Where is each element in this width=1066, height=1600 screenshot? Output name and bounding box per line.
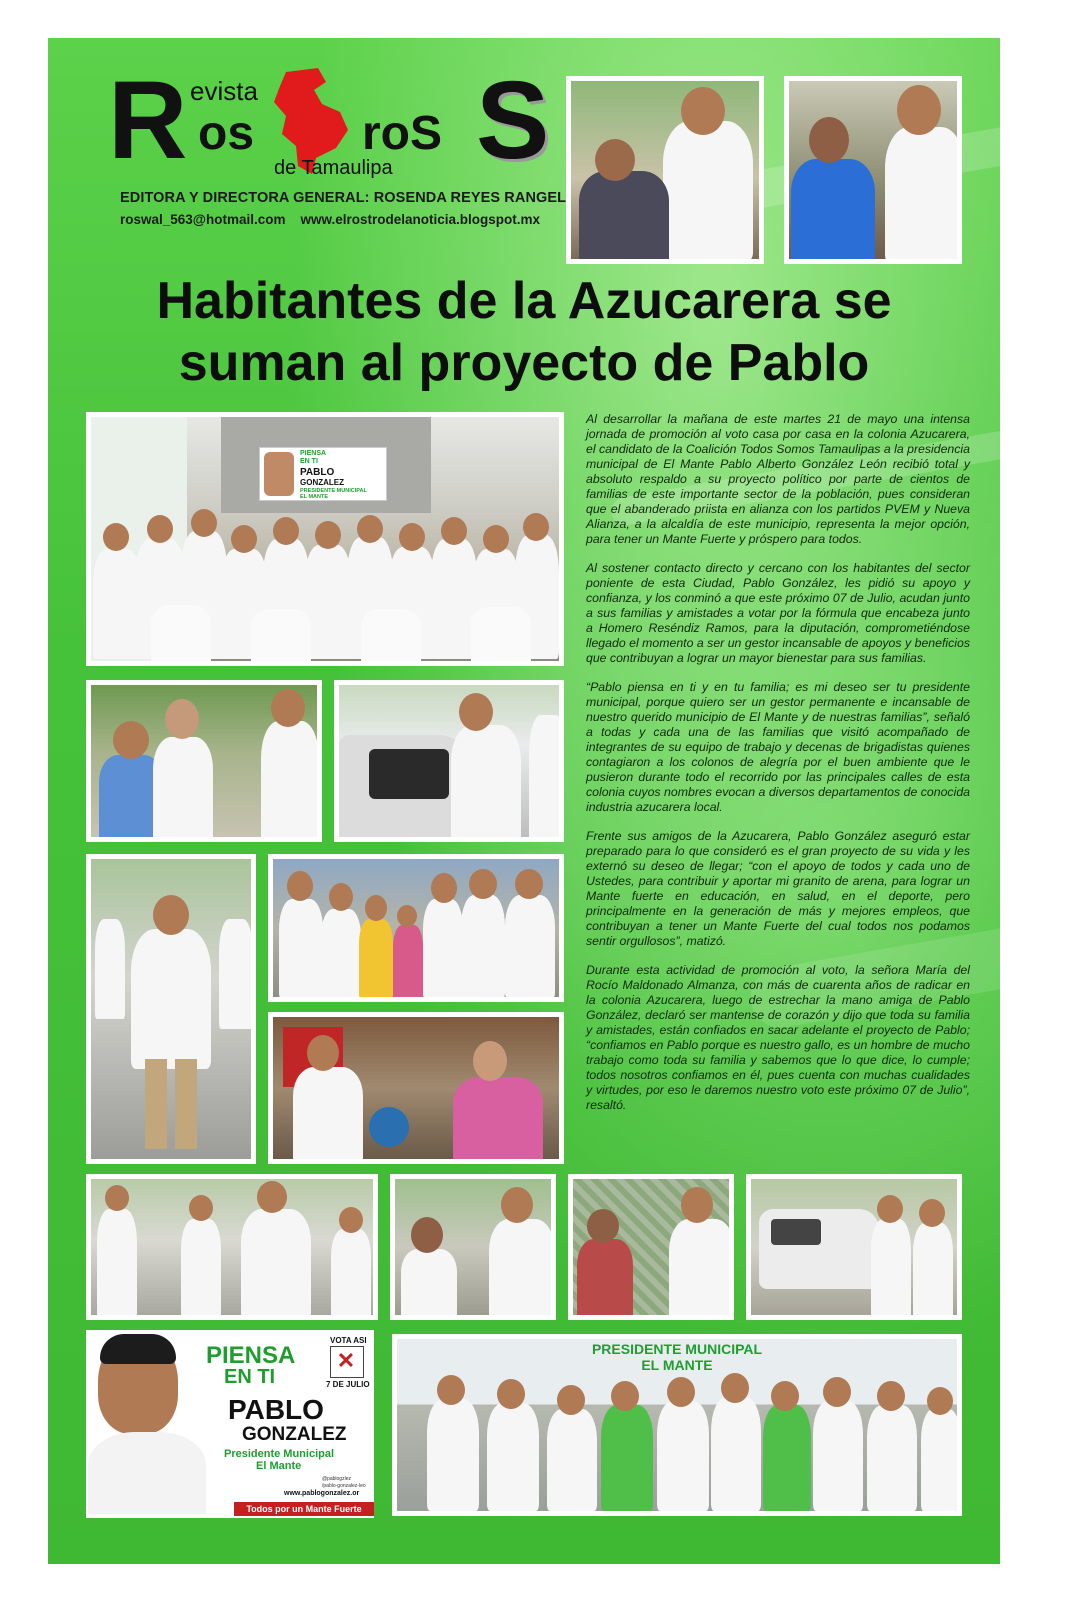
photo-walking-street bbox=[86, 854, 256, 1164]
photo-street-walk-2 bbox=[86, 1174, 378, 1320]
photo-family-group bbox=[268, 854, 564, 1002]
photo-car-window bbox=[334, 680, 564, 842]
newspaper-page bbox=[48, 38, 1000, 1564]
logo-big-s: S bbox=[476, 59, 550, 182]
logo-letter-r: R bbox=[108, 59, 188, 182]
logo-os-1: os bbox=[198, 107, 255, 160]
editor-line: EDITORA Y DIRECTORA GENERAL: ROSENDA REYES RANGEL bbox=[120, 190, 567, 206]
bottom-banner-line-2: EL MANTE bbox=[641, 1357, 713, 1373]
banner-piensa: PIENSA bbox=[300, 450, 327, 457]
article-paragraph: Al desarrollar la mañana de este martes 21 de mayo una intensa jornada de promoción al voto casa por casa en la colonia Azucarera, el candidato de la Coalición Todos Somos Tamaulipas a la presidencia municipal de El Mante Pablo Alberto González León recibió total y absoluto respaldo a su proyecto político por parte de cientos de familias de este importante sector de la población, pues consideran que el abanderado priista en alianza con los partidos PVEM y Nueva Alianza, a la alcaldía de este municipio, representa la mejor opción, para tener un Mante Fuerte y próspero para todos. bbox=[586, 412, 970, 546]
banner-en-ti: EN TI bbox=[300, 458, 318, 465]
website-text: www.elrostrodelanoticia.blogspot.mx bbox=[300, 212, 541, 227]
article-paragraph: Frente sus amigos de la Azucarera, Pablo González aseguró estar preparado para lo que consideró es el gran proyecto de su vida y les externó su deseo de llegar; “con el apoyo de todos y cada uno de Ustedes, para contribuir y aportar mi granito de arena, para lograr un Mante fuerte en educación, en salud, en el deporte, pero principalmente en la generación de más y mejores empleos, que contribuyan a tener un Mante Fuerte del cual todos nos podamos sentir orgullosos”, matizó. bbox=[586, 829, 970, 948]
logo-de-tamaulipa: de Tamaulipa bbox=[274, 157, 393, 179]
headline-line-1: Habitantes de la Azucarera se bbox=[156, 272, 892, 330]
poster-date: 7 DE JULIO bbox=[326, 1380, 370, 1389]
banner-role-2: EL MANTE bbox=[300, 494, 329, 500]
photo-handout-woman bbox=[784, 76, 962, 264]
poster-role-2: El Mante bbox=[256, 1460, 302, 1472]
article-paragraph: Durante esta actividad de promoción al voto, la señora María del Rocío Maldonado Almanza, con más de cuarenta años de radicar en la colonia Azucarera, luego de estrechar la mano amiga de Pablo González, declaró ser mantense de corazón y dijo que toda su familia y amistades, están confiados en sacar adelante el proyecto de Pablo; “confiamos en Pablo porque es nuestro gallo, es un hombre de mucho trabajo como toda su familia y sabemos que lo que dice, lo cumple; todos nosotros confiamos en él, pues cuenta con muchas cualidades y virtudes, por eso le daremos nuestro voto este próximo 07 de Julio”, resaltó. bbox=[586, 963, 970, 1112]
photo-group-banner bbox=[86, 412, 564, 666]
photo-team-thumbs-up bbox=[392, 1334, 962, 1516]
email-text: roswal_563@hotmail.com bbox=[120, 212, 286, 227]
bottom-banner-line-1: PRESIDENTE MUNICIPAL bbox=[591, 1341, 763, 1357]
photo-embrace-elderly bbox=[566, 76, 764, 264]
headline-line-2: suman al proyecto de Pablo bbox=[178, 334, 870, 392]
poster-social-1: @pablogzlez bbox=[322, 1476, 351, 1482]
poster-name-2: GONZALEZ bbox=[242, 1424, 347, 1445]
logo-revista: evista bbox=[190, 76, 258, 106]
poster-piensa: PIENSA bbox=[206, 1342, 296, 1369]
poster-social-2: /pablo-gonzalez-leo bbox=[322, 1483, 366, 1489]
article-body bbox=[586, 412, 970, 1127]
banner-role-1: PRESIDENTE MUNICIPAL bbox=[300, 488, 367, 494]
campaign-poster bbox=[86, 1330, 374, 1518]
article-paragraph: Al sostener contacto directo y cercano con los habitantes del sector poniente de esta Ciudad, Pablo González, les pidió su apoyo y confianza, y los conminó a que este próximo 07 de Julio, acudan junto a sus familias y amistades a votar por la fórmula que encabeza junto a Homero Reséndiz Ramos, para la diputación, comprometiéndose llegado el momento a ser un gestor incansable de apoyos y beneficios que contribuyan a lograr un mayor bienestar para sus familias. bbox=[586, 561, 970, 665]
photo-woman-handout bbox=[390, 1174, 556, 1320]
photo-elderly-couple bbox=[86, 680, 322, 842]
photo-van bbox=[746, 1174, 962, 1320]
poster-vota-asi: VOTA ASI bbox=[330, 1336, 367, 1345]
poster-web: www.pablogonzalez.or bbox=[284, 1490, 360, 1497]
group-banner-sign bbox=[259, 447, 387, 501]
article-paragraph: “Pablo piensa en ti y en tu familia; es mi deseo ser tu presidente municipal, porque quiero ser un gestor permanente e incansable de nuestro querido municipio de El Mante y de nuestras familias”, señaló a todas y cada una de las familias que visitó acompañado de integrantes de su equipo de trabajo y decenas de brigadistas quienes contagiaron a los colonos de alegría por el buen ambiente que le pusieron durante todo el recorrido por las principales calles de esta colonia cuyos nombres evocan a diversos departamentos de conocida industria azucarera local. bbox=[586, 680, 970, 814]
poster-slogan: Todos por un Mante Fuerte bbox=[234, 1502, 374, 1516]
photo-fence-greeting bbox=[568, 1174, 734, 1320]
photo-store-handshake bbox=[268, 1012, 564, 1164]
ballot-mark-icon: ✕ bbox=[330, 1346, 364, 1378]
contact-line bbox=[120, 212, 600, 227]
poster-role-1: Presidente Municipal bbox=[224, 1448, 335, 1460]
logo-ros: roS bbox=[362, 107, 443, 160]
masthead-logo bbox=[108, 59, 578, 186]
poster-candidate-photo bbox=[88, 1336, 208, 1514]
headline bbox=[48, 270, 1000, 394]
banner-name-1: PABLO bbox=[300, 467, 335, 478]
banner-name-2: GONZALEZ bbox=[300, 478, 344, 487]
poster-name-1: PABLO bbox=[228, 1394, 324, 1425]
poster-en-ti: EN TI bbox=[224, 1366, 276, 1388]
